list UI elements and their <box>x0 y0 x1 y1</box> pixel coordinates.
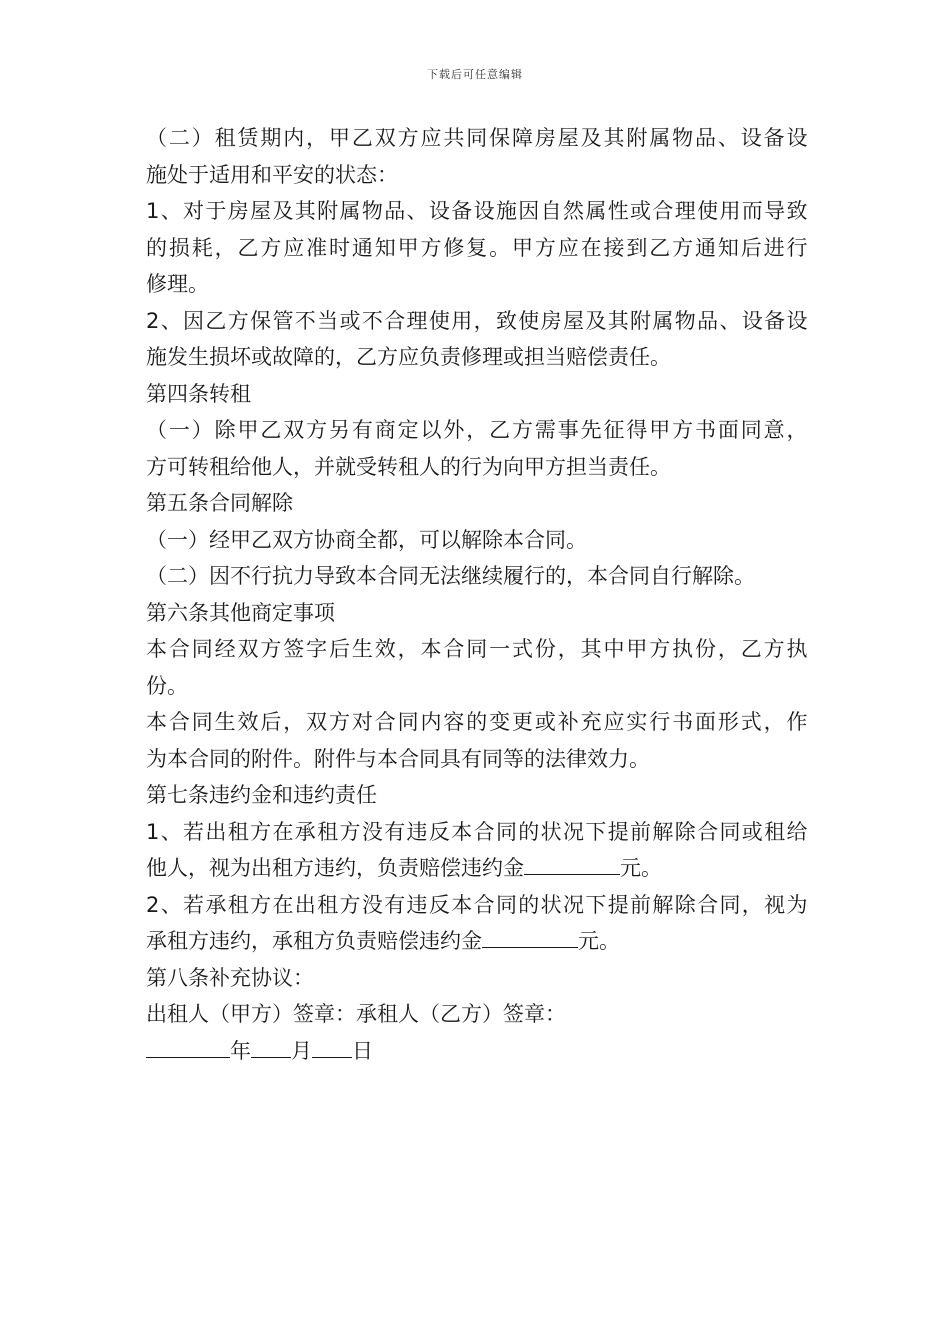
section-heading: 第八条补充协议： <box>146 965 314 990</box>
document-body <box>146 120 808 1069</box>
year-label: 年 <box>230 1038 251 1063</box>
text-line: （二）因不行抗力导致本合同无法继续履行的，本合同自行解除。 <box>146 564 755 588</box>
year-blank[interactable] <box>146 1035 230 1058</box>
section-heading: 第五条合同解除 <box>146 491 293 515</box>
currency-unit: 元。 <box>620 856 662 880</box>
amount-blank[interactable] <box>524 852 620 875</box>
text-line: 为本合同的附件。附件与本合同具有同等的法律效力。 <box>146 746 650 771</box>
section-heading: 第六条其他商定事项 <box>146 600 335 625</box>
text-line: （一）除甲乙双方另有商定以外，乙方需事先征得甲方书面同意， <box>146 418 808 442</box>
penalty-text: 承租方违约，承租方负责赔偿违约金 <box>146 929 482 953</box>
text-line: 本合同生效后，双方对合同内容的变更或补充应实行书面形式，作 <box>146 710 808 734</box>
text-line: （二）租赁期内，甲乙双方应共同保障房屋及其附属物品、设备设 <box>146 126 808 150</box>
section-heading: 第七条违约金和违约责任 <box>146 783 377 807</box>
text-line: 1、若出租方在承租方没有违反本合同的状况下提前解除合同或租给 <box>146 819 808 844</box>
signature-line: 出租人（甲方）签章：承租人（乙方）签章： <box>146 1002 566 1026</box>
text-line: 施发生损坏或故障的，乙方应负责修理或担当赔偿责任。 <box>146 345 671 369</box>
text-line: 份。 <box>146 673 188 698</box>
penalty-line-lessee <box>146 923 808 960</box>
currency-unit: 元。 <box>578 929 620 953</box>
amount-blank[interactable] <box>482 925 578 948</box>
text-line: 修理。 <box>146 272 209 296</box>
day-blank[interactable] <box>312 1035 352 1058</box>
month-label: 月 <box>291 1038 312 1063</box>
text-line: 施处于适用和平安的状态： <box>146 162 398 187</box>
day-label: 日 <box>352 1038 373 1063</box>
month-blank[interactable] <box>251 1035 291 1058</box>
text-line: 2、若承租方在出租方没有违反本合同的状况下提前解除合同，视为 <box>146 892 808 917</box>
text-line: 方可转租给他人，并就受转租人的行为向甲方担当责任。 <box>146 454 671 479</box>
text-line: 2、因乙方保管不当或不合理使用，致使房屋及其附属物品、设备设 <box>146 308 808 333</box>
penalty-text: 他人，视为出租方违约，负责赔偿违约金 <box>146 856 524 880</box>
text-line: 1、对于房屋及其附属物品、设备设施因自然属性或合理使用而导致 <box>146 199 808 223</box>
penalty-line-lessor <box>146 850 808 887</box>
text-line: 本合同经双方签字后生效，本合同一式份，其中甲方执份，乙方执 <box>146 637 808 661</box>
header-note: 下载后可任意编辑 <box>427 68 523 81</box>
text-line: （一）经甲乙双方协商全都，可以解除本合同。 <box>146 527 587 552</box>
section-heading: 第四条转租 <box>146 381 251 406</box>
text-line: 的损耗，乙方应准时通知甲方修复。甲方应在接到乙方通知后进行 <box>146 235 808 260</box>
date-line <box>146 1033 808 1070</box>
